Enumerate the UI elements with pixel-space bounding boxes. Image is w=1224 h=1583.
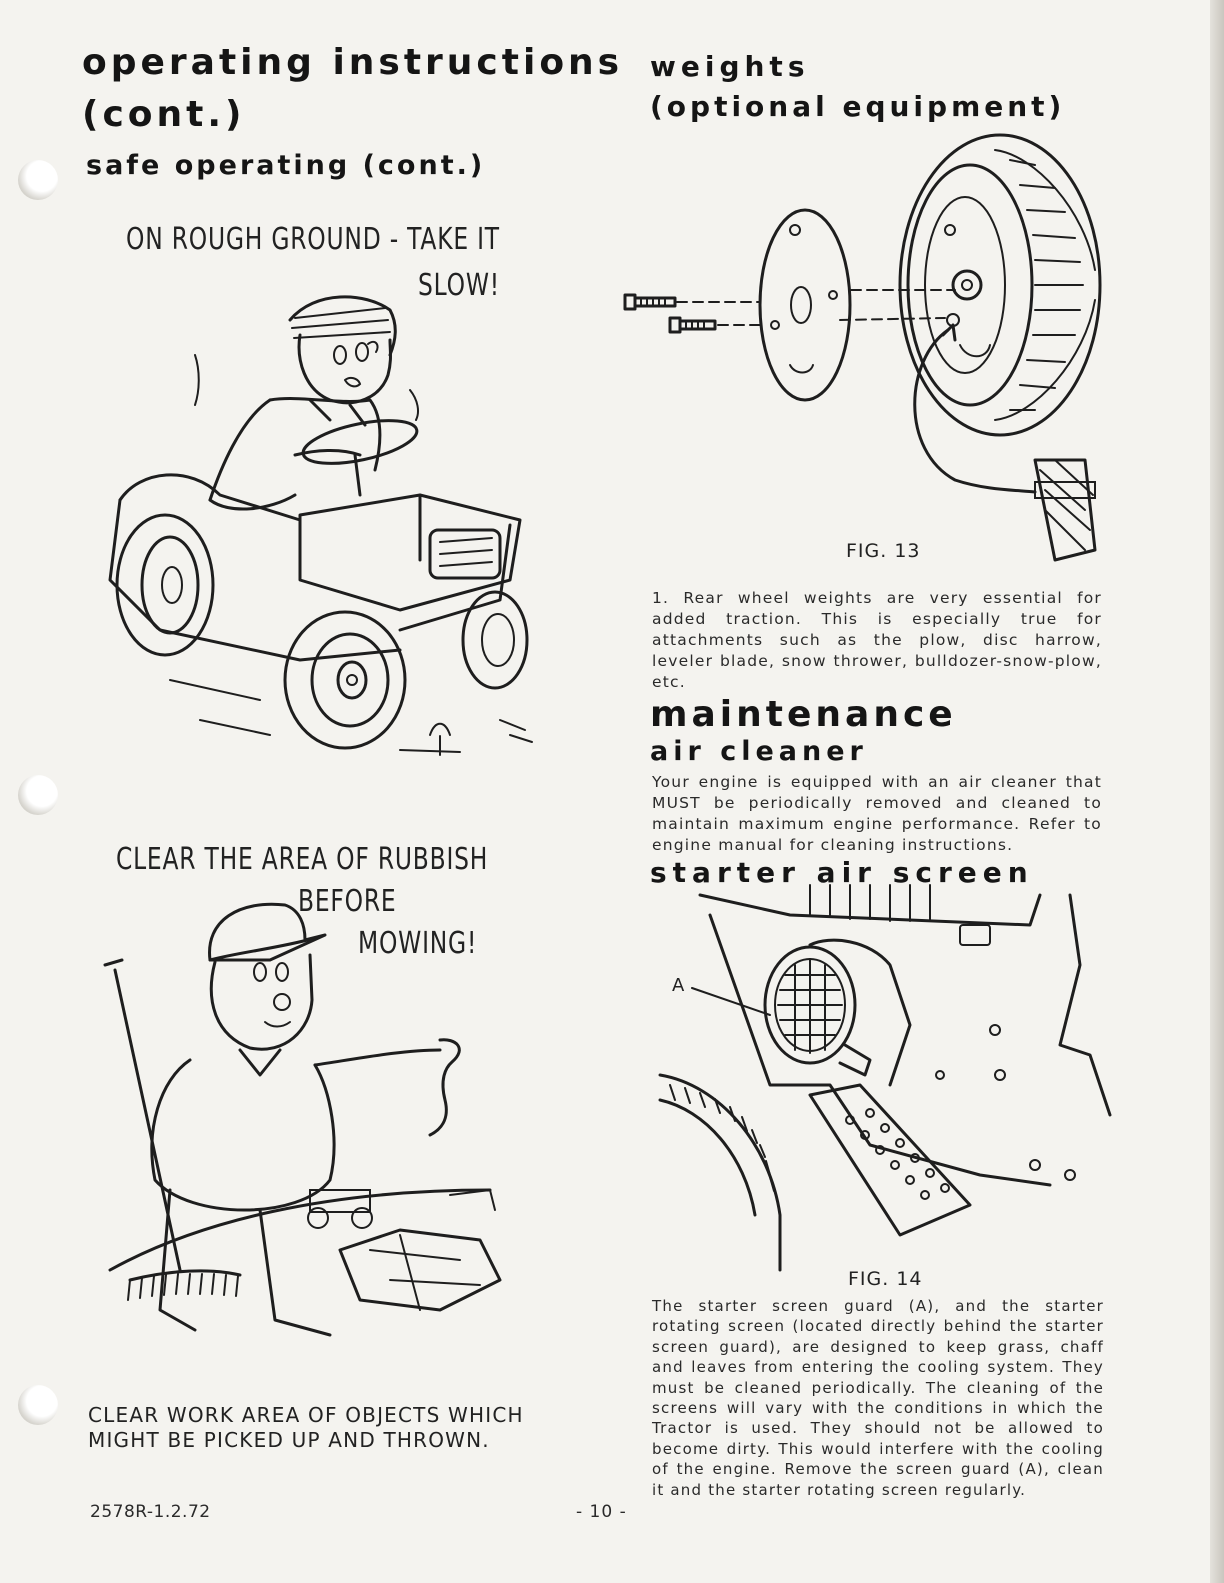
weights-heading: weights — [650, 50, 810, 83]
tractor-rough-ground-illustration — [100, 280, 540, 760]
fig13-wheel-weight-diagram — [615, 130, 1115, 570]
work-area-warning-line2: MIGHT BE PICKED UP AND THROWN. — [88, 1428, 490, 1452]
safe-operating-subheading: safe operating (cont.) — [86, 150, 486, 181]
man-with-rake-illustration — [100, 890, 540, 1360]
binder-hole-top — [18, 160, 58, 200]
fig14-caption: FIG. 14 — [848, 1268, 923, 1290]
rough-ground-caption-line1: ON ROUGH GROUND - TAKE IT — [126, 222, 500, 257]
air-cleaner-heading: air cleaner — [650, 736, 868, 767]
page-edge-shadow — [1210, 0, 1224, 1583]
clear-rubbish-caption-line3: MOWING! — [358, 926, 478, 961]
binder-hole-bottom — [18, 1385, 58, 1425]
fig14-starter-screen-diagram — [650, 885, 1120, 1270]
fig14-label-a: A — [672, 975, 686, 996]
rough-ground-caption-line2: SLOW! — [418, 268, 500, 303]
maintenance-heading: maintenance — [650, 694, 957, 735]
air-cleaner-paragraph: Your engine is equipped with an air cleaner that MUST be periodically removed and cleaned to maintain maximum engine performance. Refer to engine manual for cleaning instructions. — [652, 773, 1102, 854]
page-number: - 10 - — [576, 1502, 627, 1522]
fig13-caption: FIG. 13 — [846, 540, 921, 562]
operating-instructions-cont: (cont.) — [82, 94, 246, 135]
operating-instructions-heading: operating instructions — [82, 42, 624, 83]
starter-air-screen-heading: starter air screen — [650, 856, 1034, 889]
work-area-warning-line1: CLEAR WORK AREA OF OBJECTS WHICH — [88, 1403, 524, 1427]
clear-rubbish-caption-line1: CLEAR THE AREA OF RUBBISH — [116, 842, 489, 877]
rear-wheel-weights-paragraph: 1. Rear wheel weights are very essential for added traction. This is especially true for attachments such as the plow, disc harrow, leveler blade, snow thrower, bulldozer-snow-plow, etc. — [652, 589, 1102, 691]
optional-equipment-heading: (optional equipment) — [650, 90, 1066, 123]
starter-air-screen-paragraph: The starter screen guard (A), and the starter rotating screen (located directly behind the starter screen guard), are designed to keep grass, chaff and leaves from entering the cooling system. They must be cleaned periodically. The cleaning of the screens will vary with the conditions in which the Tractor is used. They should not be allowed to become dirty. This would interfere with the cooling of the engine. Remove the screen guard (A), clean it and the starter rotating screen regularly. — [652, 1297, 1104, 1499]
binder-hole-middle — [18, 775, 58, 815]
clear-rubbish-caption-line2: BEFORE — [298, 884, 397, 919]
document-code: 2578R-1.2.72 — [90, 1502, 211, 1522]
